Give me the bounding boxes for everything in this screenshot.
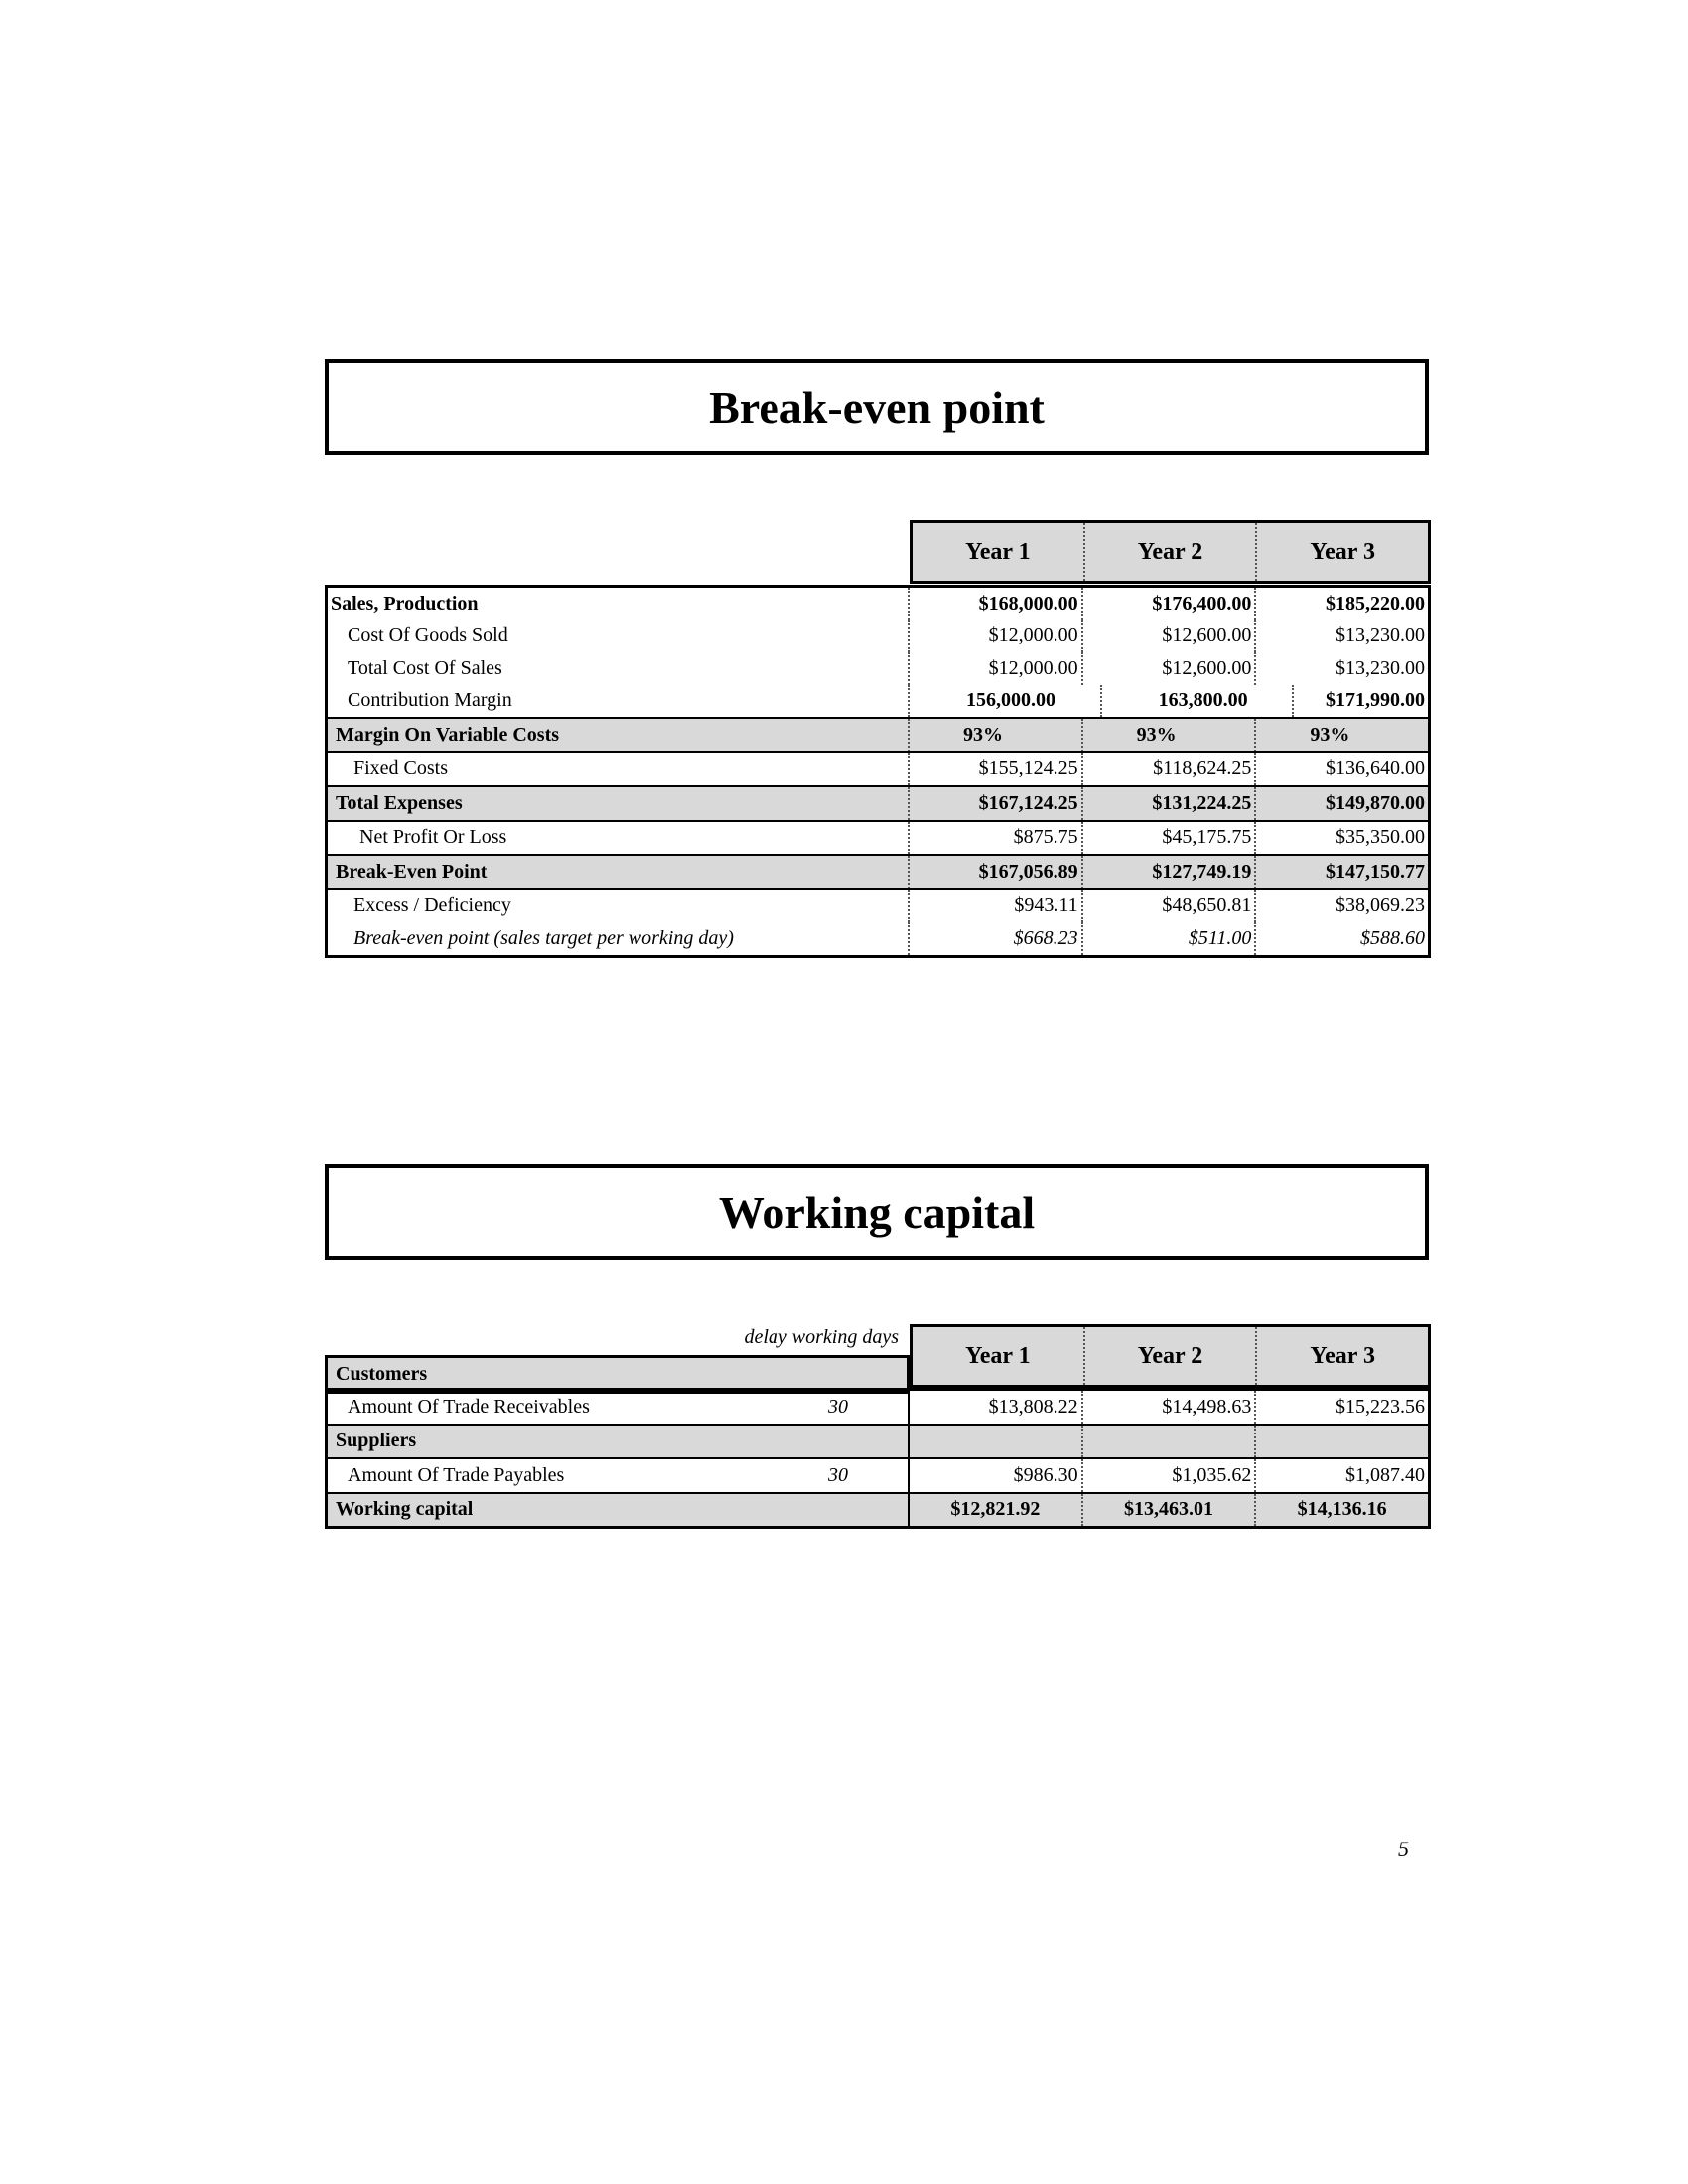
table-row xyxy=(328,717,1428,751)
delay-working-days-label: delay working days xyxy=(744,1326,899,1348)
row-label: Sales, Production xyxy=(328,588,910,620)
table-row xyxy=(328,751,1428,786)
year-1-header: Year 1 xyxy=(965,1342,1031,1369)
row-value: $127,749.19 xyxy=(1081,856,1255,888)
table-row xyxy=(328,888,1428,923)
row-label: Excess / Deficiency xyxy=(328,890,910,923)
row-value: $12,000.00 xyxy=(988,624,1078,647)
row-value xyxy=(1081,1426,1255,1458)
row-value: $167,124.25 xyxy=(978,791,1078,814)
row-value: $943.11 xyxy=(1014,894,1078,917)
row-value xyxy=(910,1426,1081,1458)
table-row xyxy=(328,1358,907,1391)
table-row xyxy=(328,652,1428,685)
row-label: Fixed Costs xyxy=(328,753,910,786)
row-label: Working capital xyxy=(328,1494,910,1527)
row-value: $13,230.00 xyxy=(1254,652,1428,685)
row-value: $155,124.25 xyxy=(978,757,1078,780)
row-label: Total Expenses xyxy=(328,787,910,820)
row-value: $1,087.40 xyxy=(1254,1459,1428,1492)
row-label: Cost Of Goods Sold xyxy=(328,620,910,653)
year-3-header: Year 3 xyxy=(1255,1327,1428,1385)
row-value: $167,056.89 xyxy=(978,860,1078,883)
table-row xyxy=(328,1492,1428,1527)
year-2-header: Year 2 xyxy=(1083,1327,1256,1385)
row-value: $185,220.00 xyxy=(1254,588,1428,620)
row-label xyxy=(328,1459,910,1492)
row-label: Contribution Margin xyxy=(328,685,910,718)
row-value: $35,350.00 xyxy=(1254,822,1428,855)
row-value: $986.30 xyxy=(1013,1463,1078,1486)
break-even-year-header xyxy=(910,520,1431,584)
row-value: $12,600.00 xyxy=(1081,652,1255,685)
table-row xyxy=(328,1424,1428,1458)
row-label: Suppliers xyxy=(328,1426,910,1458)
table-row xyxy=(328,620,1428,653)
row-value: $147,150.77 xyxy=(1254,856,1428,888)
row-value: $12,600.00 xyxy=(1081,620,1255,653)
row-value: $38,069.23 xyxy=(1254,890,1428,923)
table-row xyxy=(328,1391,1428,1424)
table-row xyxy=(328,685,1428,718)
row-value: $588.60 xyxy=(1254,922,1428,955)
row-value: $118,624.25 xyxy=(1081,753,1255,786)
row-value: $668.23 xyxy=(1013,926,1078,949)
row-value: $171,990.00 xyxy=(1292,685,1428,718)
table-row xyxy=(328,588,1428,620)
table-row xyxy=(328,922,1428,955)
break-even-table xyxy=(325,585,1431,958)
row-label: Break-Even Point xyxy=(328,856,910,888)
row-value xyxy=(1254,1426,1428,1458)
row-value: 93% xyxy=(1254,719,1428,751)
row-label: Margin On Variable Costs xyxy=(328,719,910,751)
row-label-text: Amount Of Trade Payables xyxy=(348,1463,565,1486)
row-label-text: Amount Of Trade Receivables xyxy=(348,1395,590,1418)
row-value: $12,821.92 xyxy=(950,1498,1041,1521)
row-value: $176,400.00 xyxy=(1081,588,1255,620)
row-label: Total Cost Of Sales xyxy=(328,652,910,685)
working-capital-table xyxy=(325,1388,1431,1529)
table-row xyxy=(328,820,1428,855)
row-value: $875.75 xyxy=(1013,826,1078,849)
row-value: $15,223.56 xyxy=(1254,1391,1428,1424)
row-value: 163,800.00 xyxy=(1100,685,1293,718)
year-1-header: Year 1 xyxy=(965,538,1031,565)
row-value: $136,640.00 xyxy=(1254,753,1428,786)
row-value: $1,035.62 xyxy=(1081,1459,1255,1492)
row-value: $13,463.01 xyxy=(1081,1494,1255,1527)
year-2-header: Year 2 xyxy=(1083,523,1256,581)
working-capital-year-header xyxy=(910,1324,1431,1388)
row-value: 93% xyxy=(1081,719,1255,751)
table-row xyxy=(328,854,1428,888)
row-label: Break-even point (sales target per working day) xyxy=(328,922,910,955)
row-value: $13,230.00 xyxy=(1254,620,1428,653)
break-even-title: Break-even point xyxy=(325,359,1429,455)
table-row xyxy=(328,785,1428,820)
year-3-header: Year 3 xyxy=(1255,523,1428,581)
row-label: Customers xyxy=(336,1362,428,1385)
row-value: $45,175.75 xyxy=(1081,822,1255,855)
delay-days: 30 xyxy=(828,1395,848,1418)
row-label: Net Profit Or Loss xyxy=(328,822,910,855)
working-capital-title: Working capital xyxy=(325,1164,1429,1260)
row-value: $131,224.25 xyxy=(1081,787,1255,820)
row-value: $149,870.00 xyxy=(1254,787,1428,820)
page-number: 5 xyxy=(1398,1837,1409,1861)
delay-days: 30 xyxy=(828,1463,848,1486)
row-value: 93% xyxy=(963,723,1003,746)
row-value: $12,000.00 xyxy=(988,656,1078,679)
row-value: $13,808.22 xyxy=(988,1395,1078,1418)
row-value: $14,498.63 xyxy=(1081,1391,1255,1424)
row-label xyxy=(328,1391,910,1424)
row-value: 156,000.00 xyxy=(966,689,1055,712)
row-value: $168,000.00 xyxy=(978,592,1078,614)
table-row xyxy=(328,1457,1428,1492)
row-value: $511.00 xyxy=(1081,922,1255,955)
row-value: $14,136.16 xyxy=(1254,1494,1428,1527)
row-value: $48,650.81 xyxy=(1081,890,1255,923)
